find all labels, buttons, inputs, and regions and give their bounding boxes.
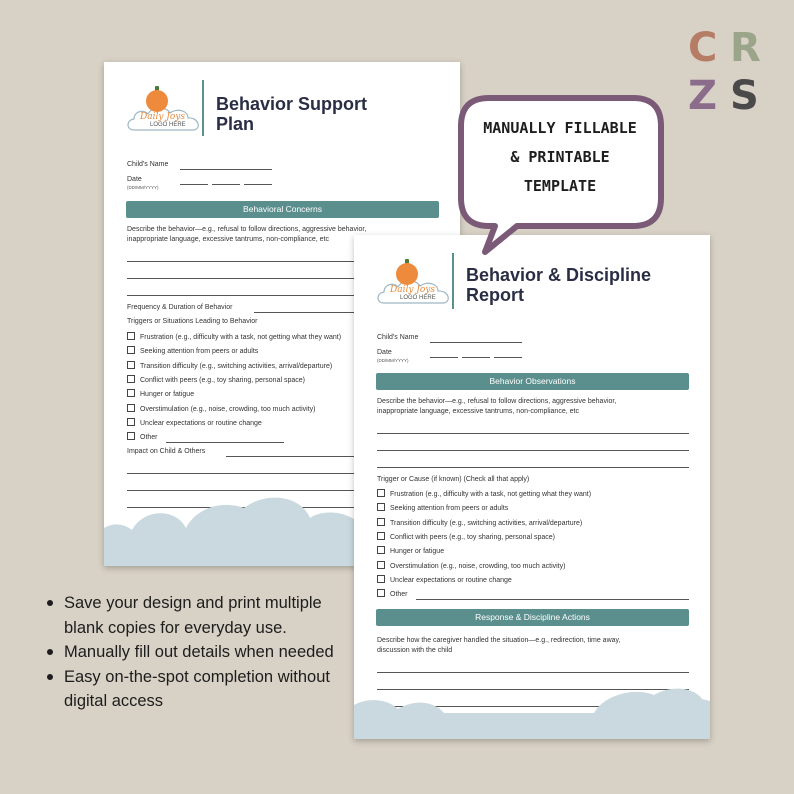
title-line-2: Plan bbox=[216, 114, 255, 134]
pumpkin-icon bbox=[146, 90, 168, 112]
describe-line-1: Describe the behavior—e.g., refusal to follow directions, aggressive behavior, bbox=[377, 398, 617, 405]
callout-text bbox=[465, 114, 655, 201]
callout-line-3: TEMPLATE bbox=[523, 177, 597, 195]
checkbox-label: Seeking attention from peers or adults bbox=[390, 505, 509, 512]
title-divider bbox=[452, 253, 454, 309]
describe-line-field[interactable] bbox=[377, 433, 689, 434]
impact-label: Impact on Child & Others bbox=[127, 448, 206, 455]
describe-prompt bbox=[377, 397, 697, 416]
date-label: Date bbox=[127, 176, 142, 183]
date-format: (DD/MM/YYYY) bbox=[377, 358, 409, 363]
checkbox-row[interactable] bbox=[377, 490, 591, 500]
brand-letter-r: R bbox=[730, 25, 761, 71]
checkbox-row[interactable] bbox=[127, 433, 158, 443]
checkbox-label: Frustration (e.g., difficulty with a task, not getting what they want) bbox=[140, 334, 342, 341]
date-format: (DD/MM/YYYY) bbox=[127, 185, 159, 190]
decorative-clouds bbox=[354, 681, 710, 739]
date-month-field[interactable] bbox=[212, 184, 240, 185]
checkbox-row[interactable] bbox=[127, 376, 305, 386]
frequency-label: Frequency & Duration of Behavior bbox=[127, 304, 233, 311]
checkbox-label: Frustration (e.g., difficulty with a task, not getting what they want) bbox=[390, 491, 592, 498]
date-label: Date bbox=[377, 349, 392, 356]
pumpkin-icon bbox=[396, 263, 418, 285]
title-line-1: Behavior Support bbox=[216, 94, 368, 114]
checkbox[interactable] bbox=[127, 346, 135, 354]
describe-line-field[interactable] bbox=[377, 450, 689, 451]
checkbox[interactable] bbox=[377, 532, 385, 540]
checkbox[interactable] bbox=[127, 418, 135, 426]
checkbox[interactable] bbox=[377, 546, 385, 554]
feature-list bbox=[46, 591, 336, 714]
other-field[interactable] bbox=[416, 599, 689, 600]
checkbox[interactable] bbox=[377, 589, 385, 597]
describe-line-2: inappropriate language, excessive tantrums, non-compliance, etc bbox=[377, 407, 579, 415]
checkbox-row[interactable] bbox=[127, 405, 315, 415]
response-line-field[interactable] bbox=[377, 672, 689, 673]
checkbox-row[interactable] bbox=[377, 547, 444, 557]
callout-line-2: & PRINTABLE bbox=[510, 148, 610, 166]
checkbox-label: Transition difficulty (e.g., switching activities, arrival/departure) bbox=[140, 363, 333, 370]
checkbox[interactable] bbox=[127, 404, 135, 412]
logo-placeholder bbox=[126, 90, 204, 134]
section-header-behavioral-concerns: Behavioral Concerns bbox=[126, 201, 439, 218]
checkbox[interactable] bbox=[127, 361, 135, 369]
callout-line-1: MANUALLY FILLABLE bbox=[483, 119, 637, 137]
checkbox-label: Overstimulation (e.g., noise, crowding, too much activity) bbox=[140, 406, 316, 413]
feature-item: Save your design and print multiple blank copies for everyday use. bbox=[46, 591, 336, 640]
behavior-discipline-report-page bbox=[354, 235, 710, 739]
other-field[interactable] bbox=[166, 442, 284, 443]
checkbox[interactable] bbox=[377, 489, 385, 497]
logo-name: Daily Joys bbox=[390, 285, 436, 295]
feature-item: Easy on-the-spot completion without digital access bbox=[46, 665, 336, 714]
checkbox-label: Unclear expectations or routine change bbox=[390, 577, 512, 584]
logo-name: Daily Joys bbox=[140, 112, 186, 122]
checkbox-row[interactable] bbox=[377, 504, 508, 514]
checkbox-label: Seeking attention from peers or adults bbox=[140, 348, 259, 355]
brand-letter-c: C bbox=[688, 25, 718, 71]
checkbox-label: Conflict with peers (e.g., toy sharing, personal space) bbox=[390, 534, 555, 541]
checkbox-label: Hunger or fatigue bbox=[390, 548, 445, 555]
describe-line-field[interactable] bbox=[377, 467, 689, 468]
date-month-field[interactable] bbox=[462, 357, 490, 358]
checkbox-row[interactable] bbox=[377, 533, 555, 543]
page-title bbox=[216, 94, 367, 134]
title-line-2: Report bbox=[466, 285, 524, 305]
checkbox-label: Other bbox=[140, 434, 158, 441]
checkbox-row[interactable] bbox=[127, 333, 341, 343]
checkbox-row[interactable] bbox=[127, 390, 194, 400]
checkbox-label: Conflict with peers (e.g., toy sharing, personal space) bbox=[140, 377, 305, 384]
checkbox-row[interactable] bbox=[127, 347, 258, 357]
checkbox[interactable] bbox=[377, 503, 385, 511]
checkbox[interactable] bbox=[127, 389, 135, 397]
response-line-1: Describe how the caregiver handled the situation—e.g., redirection, time away, bbox=[377, 637, 621, 644]
child-name-label: Child's Name bbox=[377, 334, 419, 341]
checkbox-row[interactable] bbox=[377, 576, 512, 586]
checkbox-row[interactable] bbox=[377, 519, 582, 529]
logo-sub: LOGO HERE bbox=[150, 122, 186, 128]
checkbox-label: Other bbox=[390, 591, 408, 598]
describe-line-2: inappropriate language, excessive tantrums, non-compliance, etc bbox=[127, 235, 329, 243]
checkbox[interactable] bbox=[127, 332, 135, 340]
checkbox[interactable] bbox=[127, 375, 135, 383]
child-name-label: Child's Name bbox=[127, 161, 169, 168]
logo-placeholder bbox=[376, 263, 454, 307]
triggers-label: Triggers or Situations Leading to Behavior bbox=[127, 318, 258, 325]
feature-item: Manually fill out details when needed bbox=[46, 640, 336, 665]
checkbox[interactable] bbox=[377, 518, 385, 526]
date-year-field[interactable] bbox=[244, 184, 272, 185]
checkbox-row[interactable] bbox=[377, 562, 565, 572]
checkbox-row[interactable] bbox=[127, 419, 262, 429]
checkbox-label: Hunger or fatigue bbox=[140, 391, 195, 398]
describe-line-1: Describe the behavior—e.g., refusal to follow directions, aggressive behavior, bbox=[127, 226, 367, 233]
date-year-field[interactable] bbox=[494, 357, 522, 358]
section-header-behavior-observations: Behavior Observations bbox=[376, 373, 689, 390]
date-day-field[interactable] bbox=[430, 357, 458, 358]
child-name-field[interactable] bbox=[430, 342, 522, 343]
checkbox-label: Unclear expectations or routine change bbox=[140, 420, 262, 427]
section-header-response-actions: Response & Discipline Actions bbox=[376, 609, 689, 626]
brand-letter-z: Z bbox=[688, 73, 718, 119]
checkbox[interactable] bbox=[377, 575, 385, 583]
checkbox-label: Transition difficulty (e.g., switching activities, arrival/departure) bbox=[390, 520, 583, 527]
trigger-label: Trigger or Cause (if known) (Check all that apply) bbox=[377, 476, 530, 483]
title-line-1: Behavior & Discipline bbox=[466, 265, 652, 285]
checkbox-row[interactable] bbox=[377, 590, 408, 600]
checkbox[interactable] bbox=[127, 432, 135, 440]
date-day-field[interactable] bbox=[180, 184, 208, 185]
checkbox-label: Overstimulation (e.g., noise, crowding, too much activity) bbox=[390, 563, 566, 570]
title-divider bbox=[202, 80, 204, 136]
brand-letter-s: S bbox=[730, 73, 759, 119]
page-title bbox=[466, 265, 651, 305]
response-prompt bbox=[377, 636, 697, 655]
checkbox[interactable] bbox=[377, 561, 385, 569]
child-name-field[interactable] bbox=[180, 169, 272, 170]
response-line-2: discussion with the child bbox=[377, 646, 453, 654]
logo-sub: LOGO HERE bbox=[400, 295, 436, 301]
checkbox-row[interactable] bbox=[127, 362, 332, 372]
